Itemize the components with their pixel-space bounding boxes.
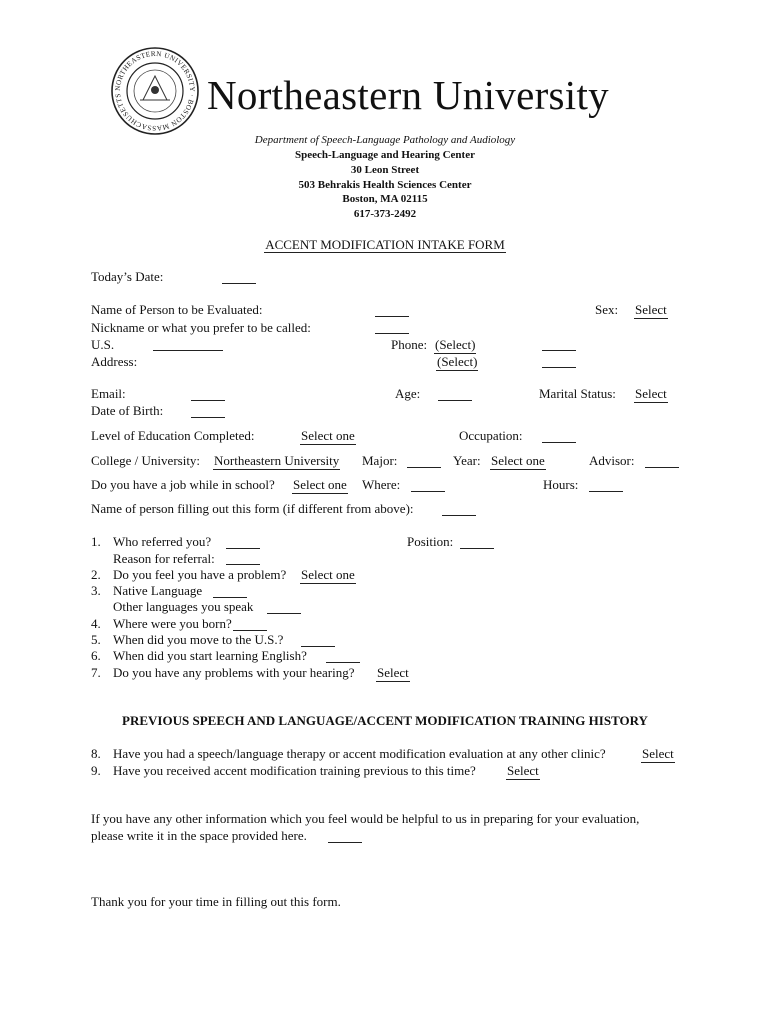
major-field[interactable]: [407, 454, 441, 468]
nickname-field[interactable]: [375, 320, 409, 334]
filler-name-label: Name of person filling out this form (if different from above):: [91, 501, 414, 516]
q3-field[interactable]: [213, 584, 247, 598]
center-name: Speech-Language and Hearing Center: [295, 149, 475, 161]
email-label: Email:: [91, 386, 126, 401]
education-select[interactable]: Select one: [301, 428, 355, 443]
form-title: ACCENT MODIFICATION INTAKE FORM: [265, 237, 505, 252]
q2-number: 2.: [91, 567, 101, 582]
phone-field-2[interactable]: [542, 354, 576, 368]
phone-field-1[interactable]: [542, 337, 576, 351]
q1-field[interactable]: [226, 535, 260, 549]
city-address: Boston, MA 02115: [342, 193, 428, 205]
info-line-2: please write it in the space provided here.: [91, 828, 307, 843]
department-name: Department of Speech-Language Pathology and Audiology: [254, 134, 516, 146]
position-label: Position:: [407, 534, 454, 549]
sex-select[interactable]: Select: [635, 302, 667, 317]
q8-label: Have you had a speech/language therapy or accent modification evaluation at any other clinic?: [113, 746, 606, 761]
q6-label: When did you start learning English?: [113, 648, 307, 663]
q7-select[interactable]: Select: [377, 665, 409, 680]
filler-name-field[interactable]: [442, 502, 476, 516]
where-label: Where:: [362, 477, 401, 492]
name-field[interactable]: [375, 303, 409, 317]
year-label: Year:: [453, 453, 481, 468]
education-label: Level of Education Completed:: [91, 428, 255, 443]
email-field[interactable]: [191, 387, 225, 401]
marital-status-select[interactable]: Select: [635, 386, 667, 401]
sex-label: Sex:: [595, 302, 619, 317]
form-title-wrap: [0, 236, 770, 254]
us-label: U.S.: [91, 337, 115, 352]
hours-field[interactable]: [589, 478, 623, 492]
q2-select[interactable]: Select one: [301, 567, 355, 582]
street-address: 30 Leon Street: [350, 164, 420, 176]
university-name: Northeastern University: [207, 72, 609, 118]
q8-select[interactable]: Select: [642, 746, 674, 761]
q4-field[interactable]: [233, 617, 267, 631]
q6-field[interactable]: [326, 649, 360, 663]
q3-label: Native Language: [113, 583, 203, 598]
advisor-label: Advisor:: [589, 453, 635, 468]
q1-number: 1.: [91, 534, 101, 549]
todays-date-field[interactable]: [222, 270, 256, 284]
us-address-field[interactable]: [153, 337, 223, 351]
thank-you-text: Thank you for your time in filling out this form.: [91, 894, 341, 909]
age-label: Age:: [395, 386, 421, 401]
seal-text: NORTHEASTERN UNIVERSITY · BOSTON MASSACHUSETTS: [113, 49, 197, 133]
phone-type-select-2[interactable]: (Select): [437, 354, 478, 369]
building-address: 503 Behrakis Health Sciences Center: [298, 179, 472, 191]
hours-label: Hours:: [543, 477, 579, 492]
address-label: Address:: [91, 354, 138, 369]
position-field[interactable]: [460, 535, 494, 549]
q2-label: Do you feel you have a problem?: [113, 567, 287, 582]
q4-label: Where were you born?: [113, 616, 232, 631]
year-select[interactable]: Select one: [491, 453, 545, 468]
q9-select[interactable]: Select: [507, 763, 539, 778]
info-field[interactable]: [328, 829, 362, 843]
phone-type-select-1[interactable]: (Select): [435, 337, 476, 352]
history-title: PREVIOUS SPEECH AND LANGUAGE/ACCENT MODIFICATION TRAINING HISTORY: [122, 713, 648, 728]
q4-number: 4.: [91, 616, 101, 631]
q9-number: 9.: [91, 763, 101, 778]
q5-field[interactable]: [301, 633, 335, 647]
q9-label: Have you received accent modification training previous to this time?: [113, 763, 476, 778]
where-field[interactable]: [411, 478, 445, 492]
todays-date-label: Today’s Date:: [91, 269, 164, 284]
college-label: College / University:: [91, 453, 201, 468]
job-label: Do you have a job while in school?: [91, 477, 275, 492]
advisor-field[interactable]: [645, 454, 679, 468]
occupation-label: Occupation:: [459, 428, 523, 443]
q3-number: 3.: [91, 583, 101, 598]
q7-number: 7.: [91, 665, 101, 680]
other-languages-label: Other languages you speak: [113, 599, 254, 614]
reason-field[interactable]: [226, 551, 260, 565]
q6-number: 6.: [91, 648, 101, 663]
nickname-label: Nickname or what you prefer to be called:: [91, 320, 311, 335]
major-label: Major:: [362, 453, 398, 468]
q5-label: When did you move to the U.S.?: [113, 632, 284, 647]
info-line-1: If you have any other information which you feel would be helpful to us in preparing for your evaluation,: [91, 811, 640, 826]
phone-label: Phone:: [391, 337, 428, 352]
age-field[interactable]: [438, 387, 472, 401]
contact-phone: 617-373-2492: [353, 208, 417, 220]
college-select[interactable]: Northeastern University: [214, 453, 340, 468]
q5-number: 5.: [91, 632, 101, 647]
q7-label: Do you have any problems with your hearing?: [113, 665, 355, 680]
dob-field[interactable]: [191, 404, 225, 418]
name-label: Name of Person to be Evaluated:: [91, 302, 263, 317]
other-languages-field[interactable]: [267, 600, 301, 614]
marital-status-label: Marital Status:: [539, 386, 616, 401]
reason-label: Reason for referral:: [113, 551, 215, 566]
q1-label: Who referred you?: [113, 534, 212, 549]
university-seal: [110, 46, 200, 136]
q8-number: 8.: [91, 746, 101, 761]
occupation-field[interactable]: [542, 429, 576, 443]
job-select[interactable]: Select one: [293, 477, 347, 492]
dob-label: Date of Birth:: [91, 403, 164, 418]
